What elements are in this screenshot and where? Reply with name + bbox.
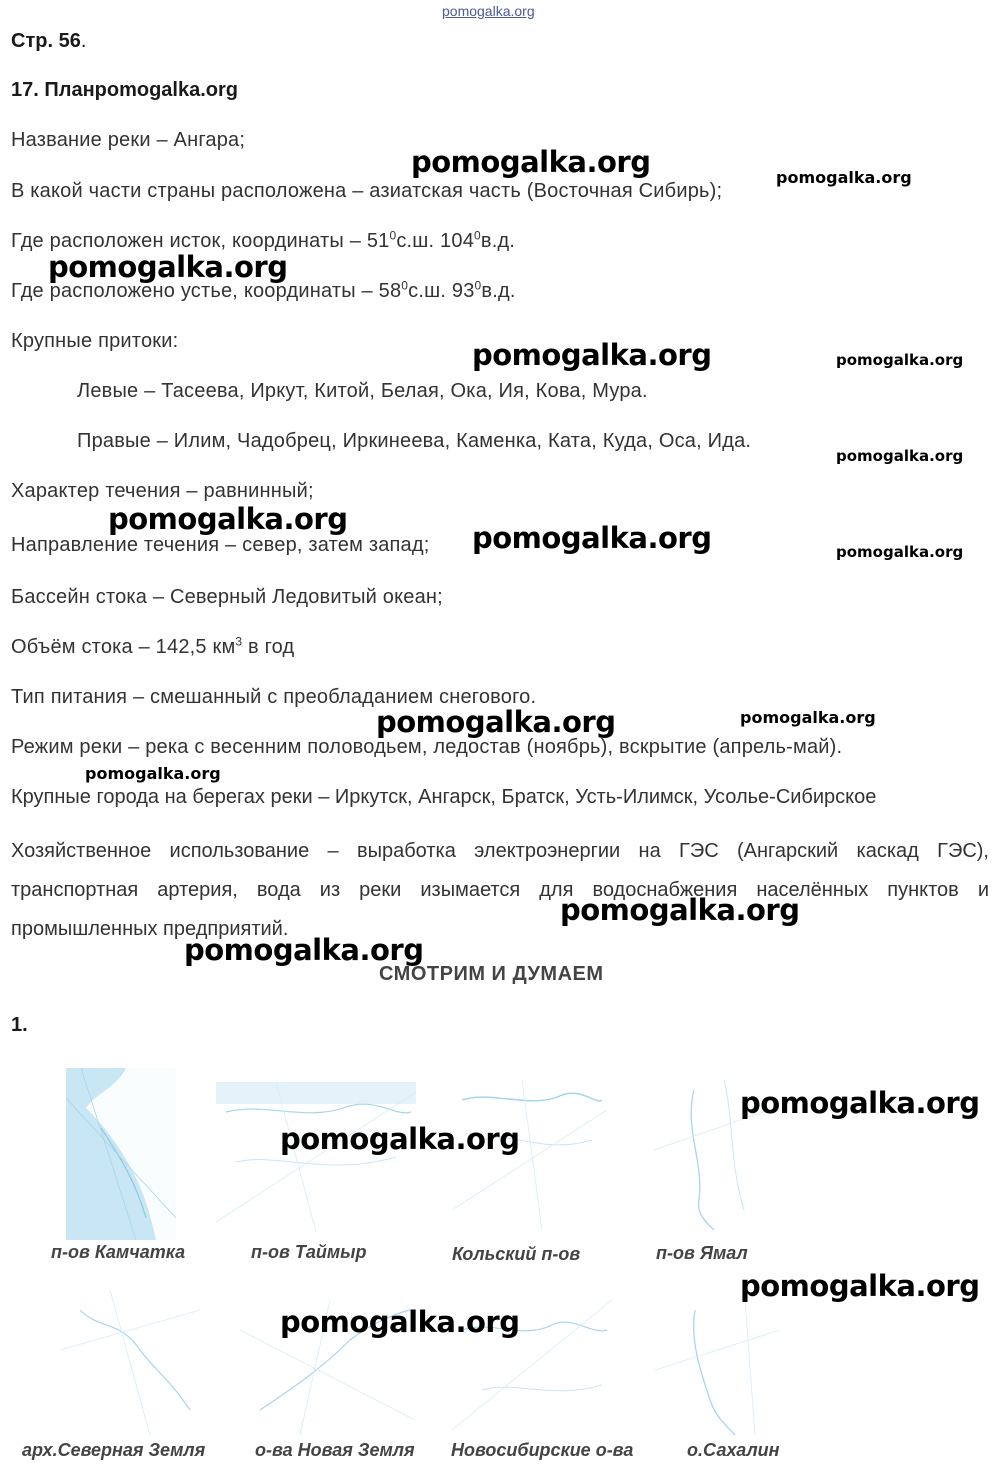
right-tributaries-line: Правые – Илим, Чадобрец, Иркинеева, Каменка, Ката, Куда, Оса, Ида. <box>77 430 752 452</box>
watermark-overlay: pomogalka.org <box>184 933 424 967</box>
watermark-overlay: pomogalka.org <box>411 145 651 179</box>
watermark-overlay: pomogalka.org <box>740 1086 980 1120</box>
caption-novosibirsk-islands: Новосибирские о-ва <box>451 1440 634 1460</box>
source-text-a: Где расположен исток, координаты – 51 <box>11 230 390 252</box>
volume-text-b: в год <box>242 636 295 658</box>
watermark-overlay: pomogalka.org <box>48 250 288 284</box>
watermark-overlay: pomogalka.org <box>836 447 964 465</box>
caption-kamchatka: п-ов Камчатка <box>51 1242 186 1262</box>
watermark-overlay: pomogalka.org <box>472 338 712 372</box>
watermark-overlay: pomogalka.org <box>280 1122 520 1156</box>
watermark-overlay: pomogalka.org <box>108 502 348 536</box>
basin-line: Бассейн стока – Северный Ледовитый океан; <box>11 586 443 608</box>
task-heading-watermark: pomogalka.org <box>94 79 239 101</box>
watermark-overlay: pomogalka.org <box>740 708 876 727</box>
watermark-overlay: pomogalka.org <box>280 1305 520 1339</box>
caption-severnaya-zemlya: арх.Северная Земля <box>22 1440 206 1460</box>
watermark-overlay: pomogalka.org <box>376 705 616 739</box>
map-taymyr <box>216 1082 416 1232</box>
question-number: 1. <box>11 1014 28 1036</box>
map-kamchatka <box>66 1068 176 1240</box>
page-number-heading <box>11 30 86 53</box>
cities-line: Крупные города на берегах реки – Иркутск, Ангарск, Братск, Усть-Илимск, Усолье-Сибирское <box>11 786 877 808</box>
caption-yamal: п-ов Ямал <box>656 1243 748 1263</box>
source-degree-2: 0 <box>474 228 481 243</box>
watermark-overlay: pomogalka.org <box>560 893 800 927</box>
caption-sakhalin: о.Сахалин <box>687 1440 780 1460</box>
volume-cube: 3 <box>235 634 243 649</box>
source-text-b: с.ш. 104 <box>396 230 475 252</box>
caption-kola: Кольский п-ов <box>452 1244 581 1264</box>
mouth-text-b: с.ш. 93 <box>408 280 475 302</box>
map-severnaya-zemlya <box>60 1290 200 1435</box>
map-sakhalin <box>655 1300 780 1435</box>
taymyr-map-image <box>216 1082 416 1232</box>
caption-taymyr: п-ов Таймыр <box>251 1242 367 1262</box>
source-text-c: в.д. <box>480 230 516 252</box>
kamchatka-map-image <box>66 1068 176 1240</box>
caption-novaya-zemlya: о-ва Новая Земля <box>255 1440 415 1460</box>
watermark-overlay: pomogalka.org <box>836 351 964 369</box>
task-heading <box>11 79 238 102</box>
task-title: 17. План <box>11 79 95 101</box>
watermark-overlay: pomogalka.org <box>740 1269 980 1303</box>
watermark-overlay: pomogalka.org <box>85 764 221 783</box>
watermark-overlay: pomogalka.org <box>776 168 912 187</box>
economic-use-paragraph: Хозяйственное использование – выработка электроэнергии на ГЭС (Ангарский каскад ГЭС), транспортная артерия, вода из реки изымается для водоснабжения населённых пунктов и промышленных предприятий. <box>11 840 989 940</box>
river-regime-line: Режим реки – река с весенним половодьем, ледостав (ноябрь), вскрытие (апрель-май). <box>11 736 843 758</box>
watermark-overlay: pomogalka.org <box>836 543 964 561</box>
river-name-line: Название реки – Ангара; <box>11 129 246 151</box>
section-title: СМОТРИМ И ДУМАЕМ <box>379 963 604 985</box>
sakhalin-map-image <box>655 1300 780 1435</box>
page-number: Стр. 56 <box>11 30 81 52</box>
runoff-volume-line <box>11 636 294 659</box>
mouth-degree-1: 0 <box>401 278 409 293</box>
severnaya-zemlya-map-image <box>60 1290 200 1435</box>
flow-character-line: Характер течения – равнинный; <box>11 480 314 502</box>
river-region-line: В какой части страны расположена – азиатская часть (Восточная Сибирь); <box>11 180 723 202</box>
page-number-dot: . <box>80 30 87 52</box>
source-degree-1: 0 <box>389 228 397 243</box>
mouth-text-c: в.д. <box>481 280 516 302</box>
volume-text-a: Объём стока – 142,5 км <box>11 636 236 658</box>
mouth-text-a: Где расположено устье, координаты – 58 <box>11 280 402 302</box>
watermark-overlay: pomogalka.org <box>472 521 712 555</box>
top-watermark-link[interactable]: pomogalka.org <box>442 3 535 19</box>
flow-direction-line: Направление течения – север, затем запад; <box>11 534 430 556</box>
left-tributaries-line: Левые – Тасеева, Иркут, Китой, Белая, Ока, Ия, Кова, Мура. <box>77 380 648 402</box>
mouth-degree-2: 0 <box>474 278 482 293</box>
feeding-type-line: Тип питания – смешанный с преобладанием снегового. <box>11 686 537 708</box>
tributaries-heading: Крупные притоки: <box>11 330 179 352</box>
